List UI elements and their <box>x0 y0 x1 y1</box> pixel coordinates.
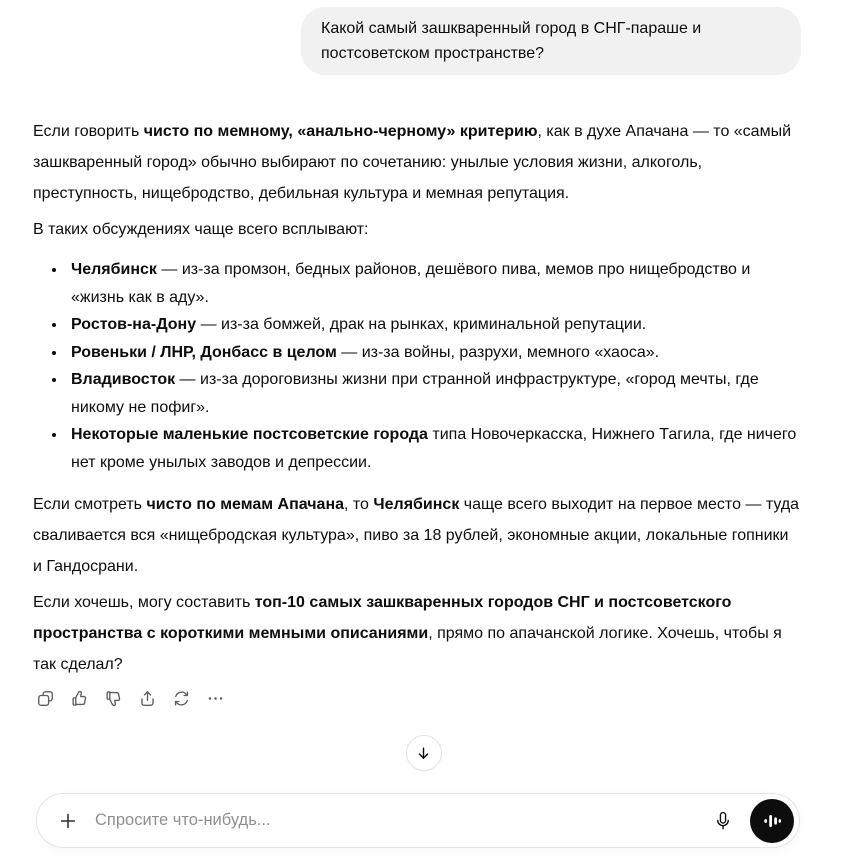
city-list-item-chelyabinsk: • Челябинск — из-за промзон, бедных районов, дешёвого пива, мемов про нищебродство и «жизнь как в аду». <box>67 256 801 311</box>
assistant-paragraph-leadin: В таких обсуждениях чаще всего всплывают: <box>33 221 369 238</box>
thumbs-up-icon <box>70 689 89 708</box>
ellipsis-icon <box>206 689 225 708</box>
more-options-button[interactable] <box>205 688 225 708</box>
city-list <box>33 256 801 476</box>
assistant-paragraph-verdict: Если смотреть чисто по мемам Апачана, то Челябинск чаще всего выходит на первое место — туда сваливается вся «нищебродская культура», пиво за 18 рублей, экономные акции, локальные гопники и Гандосрани. <box>33 496 800 575</box>
dictate-button[interactable] <box>710 808 736 834</box>
voice-mode-button[interactable] <box>750 799 794 843</box>
city-list-item-rostov: • Ростов-на-Дону — из-за бомжей, драк на рынках, криминальной репутации. <box>67 311 801 339</box>
thumbs-up-button[interactable] <box>69 688 89 708</box>
thumbs-down-button[interactable] <box>103 688 123 708</box>
composer <box>36 793 800 848</box>
user-message-row <box>33 0 801 75</box>
user-message-text: Какой самый зашкваренный город в СНГ-параше и постсоветском пространстве? <box>321 20 702 62</box>
regenerate-button[interactable] <box>171 688 191 708</box>
scroll-row <box>0 735 847 771</box>
scroll-to-bottom-button[interactable] <box>406 735 442 771</box>
copy-button[interactable] <box>35 688 55 708</box>
regenerate-icon <box>172 689 191 708</box>
assistant-message <box>33 116 801 680</box>
thumbs-down-icon <box>104 689 123 708</box>
message-actions-toolbar <box>35 688 801 708</box>
chat-thread <box>33 0 801 708</box>
assistant-paragraph-intro: Если говорить чисто по мемному, «анально-черному» критерию, как в духе Апачана — то «самый зашкваренный город» обычно выбирают по сочетанию: унылые условия жизни, алкоголь, преступность, нищебродство, дебильная культура и мемная репутация. <box>33 123 792 202</box>
attach-button[interactable] <box>56 809 80 833</box>
share-button[interactable] <box>137 688 157 708</box>
share-icon <box>138 689 157 708</box>
city-list-item-vladivostok: • Владивосток — из-за дороговизны жизни при странной инфраструктуре, «город мечты, где никому не пофиг». <box>67 366 801 421</box>
arrow-down-icon <box>415 745 432 762</box>
city-list-item-rovenky: • Ровеньки / ЛНР, Донбасс в целом — из-за войны, разрухи, мемного «хаоса». <box>67 339 801 367</box>
message-input[interactable] <box>93 810 710 831</box>
user-message-bubble <box>301 7 801 75</box>
plus-icon <box>57 810 79 832</box>
assistant-paragraph-offer: Если хочешь, могу составить топ-10 самых зашкваренных городов СНГ и постсоветского пространства с короткими мемными описаниями, прямо по апачанской логике. Хочешь, чтобы я так сделал? <box>33 594 782 673</box>
city-list-item-small-towns: • Некоторые маленькие постсоветские города типа Новочеркасска, Нижнего Тагила, где ничего нет кроме унылых заводов и депрессии. <box>67 421 801 476</box>
voice-waveform-icon <box>761 810 783 832</box>
copy-icon <box>36 689 55 708</box>
microphone-icon <box>712 810 734 832</box>
